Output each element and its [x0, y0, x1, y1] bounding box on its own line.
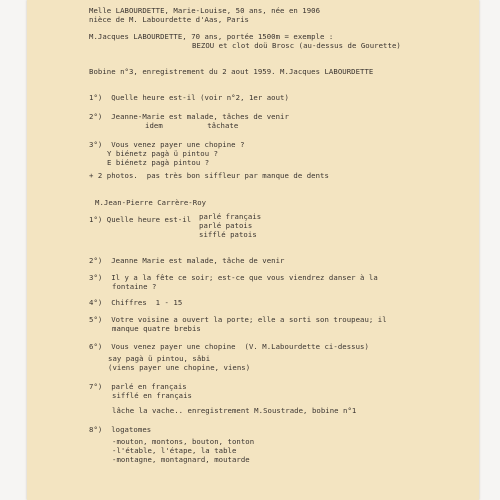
item-b-1: 1°) Quelle heure est-il [89, 215, 192, 224]
item-a-3-sub-1: Y biénetz pagà ü pintou ? [107, 149, 219, 158]
item-b-7: 7°) parlé en français [89, 382, 187, 391]
item-b-5: 5°) Votre voisine a ouvert la porte; elle a sorti son troupeau; il [89, 315, 387, 324]
item-b-6: 6°) Vous venez payer une chopine (V. M.Labourdette ci-dessus) [89, 342, 369, 351]
item-b-1-french: parlé français [199, 212, 262, 221]
item-b-8-sub-3: -montagne, montagnard, moutarde [112, 455, 250, 464]
item-b-3: 3°) Il y a la fête ce soir; est-ce que vous viendrez danser à la [89, 273, 378, 282]
item-b-8-sub-2: -l'étable, l'étape, la table [112, 446, 237, 455]
item-a-2-sub: idem tâchate [145, 121, 239, 130]
second-speaker: M.Jean-Pierre Carrère-Roy [95, 198, 207, 207]
item-b-8-sub-1: -mouton, montons, bouton, tonton [112, 437, 255, 446]
header-line-4: BEZOU et clot doü Brosc (au-dessus de Gourette) [192, 41, 401, 50]
item-b-8: 8°) logatomes [89, 425, 152, 434]
item-b-2: 2°) Jeanne Marie est malade, tâche de venir [89, 256, 285, 265]
item-b-7-sub-1: sifflé en français [112, 391, 192, 400]
item-b-7-sub-2: lâche la vache.. enregistrement M.Soustrade, bobine n°1 [112, 406, 357, 415]
item-b-1-patois: parlé patois [199, 221, 253, 230]
item-b-5-cont: manque quatre brebis [112, 324, 201, 333]
item-a-3-sub-2: E biénetz pagà pintou ? [107, 158, 210, 167]
item-a-2: 2°) Jeanne-Marie est malade, tâches de venir [89, 112, 289, 121]
item-a-4: + 2 photos. pas très bon siffleur par manque de dents [89, 171, 329, 180]
header-line-3: M.Jacques LABOURDETTE, 70 ans, portée 1500m = exemple : [89, 32, 334, 41]
item-a-3: 3°) Vous venez payer une chopine ? [89, 140, 245, 149]
item-b-3-cont: fontaine ? [112, 282, 157, 291]
item-b-6-sub-2: (viens payer une chopine, viens) [108, 363, 251, 372]
item-b-4: 4°) Chiffres 1 - 15 [89, 298, 183, 307]
header-line-1: Melle LABOURDETTE, Marie-Louise, 50 ans, née en 1906 [89, 6, 321, 15]
item-a-1: 1°) Quelle heure est-il (voir n°2, 1er aout) [89, 93, 289, 102]
header-line-2: nièce de M. Labourdette d'Aas, Paris [89, 15, 249, 24]
item-b-1-whistled: sifflé patois [199, 230, 257, 239]
item-b-6-sub-1: say pagà ü pintou, sâbi [108, 354, 211, 363]
recording-line: Bobine n°3, enregistrement du 2 aout 1959. M.Jacques LABOURDETTE [89, 67, 374, 76]
